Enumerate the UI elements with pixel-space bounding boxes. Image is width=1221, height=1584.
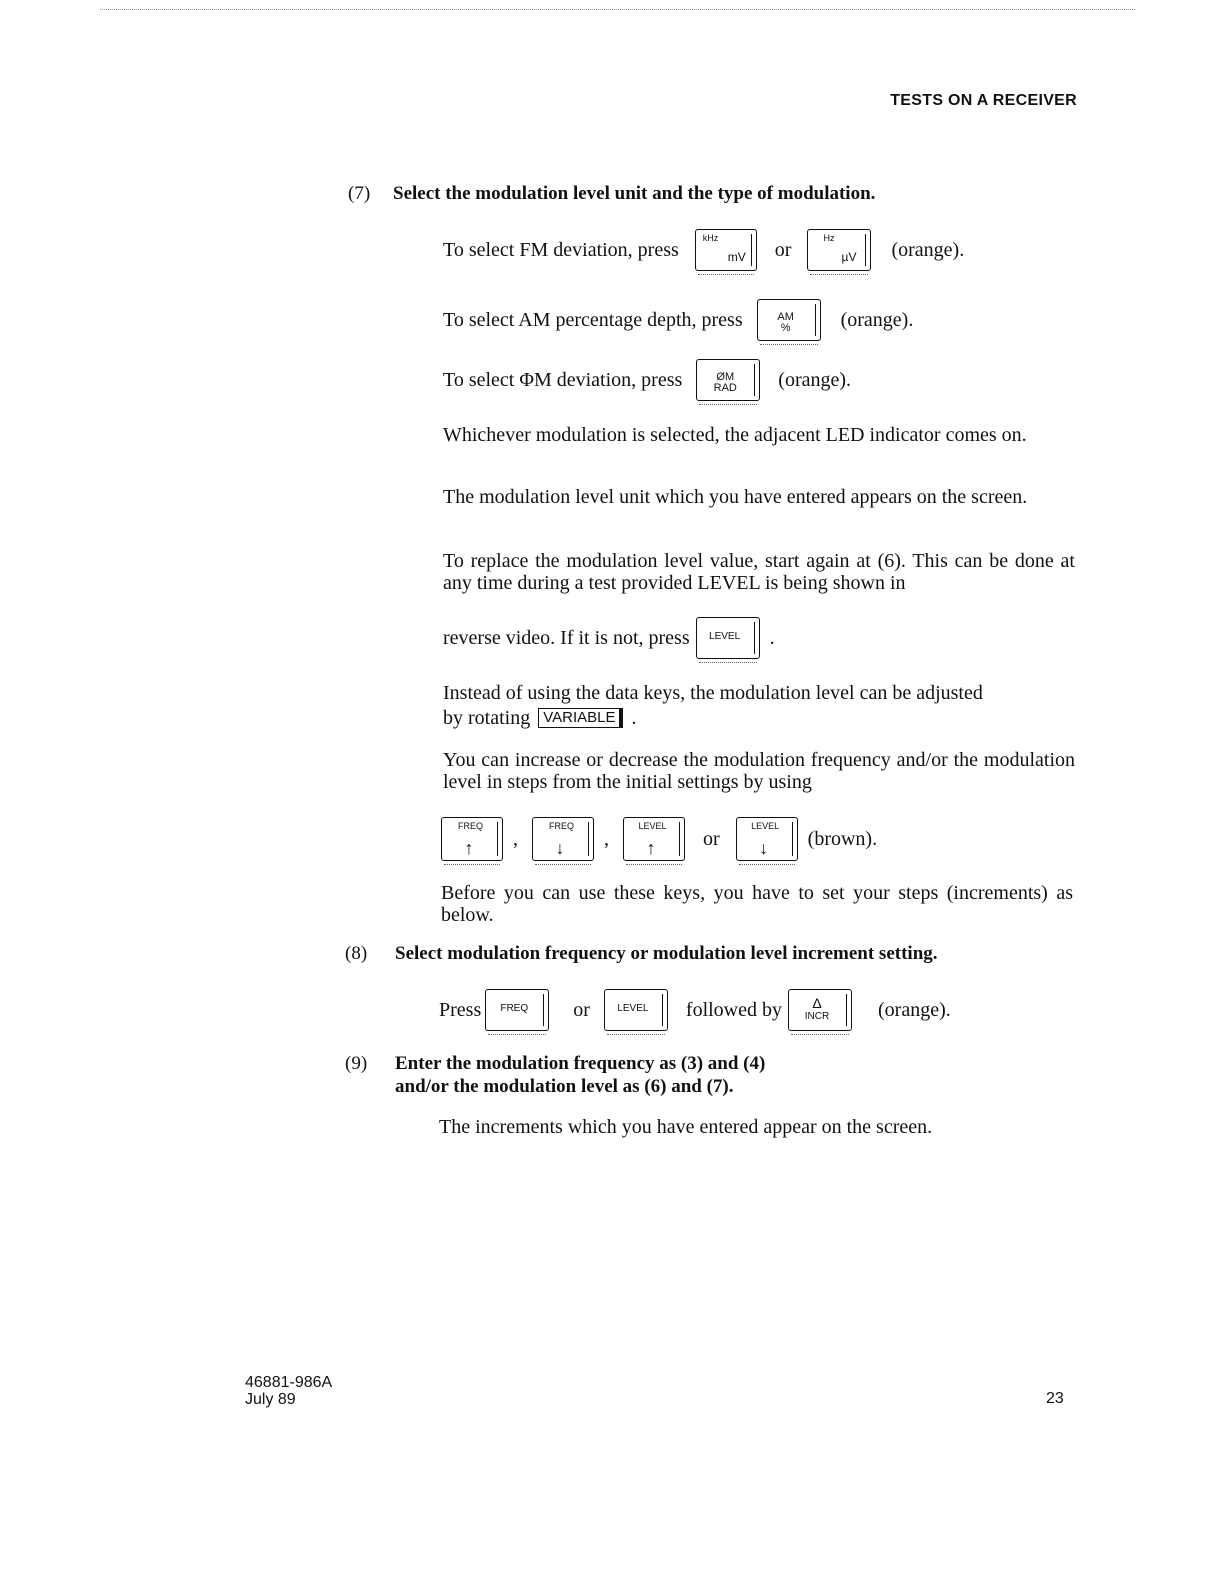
followed-by-text: followed by (685, 998, 782, 1021)
incr-key[interactable] (788, 989, 852, 1031)
arrow-up-icon: ↑ (646, 838, 656, 858)
rotating-line (443, 706, 636, 730)
press-text: Press (439, 998, 482, 1021)
khz-mv-key[interactable] (695, 229, 757, 271)
pm-rad-key[interactable] (696, 359, 760, 401)
reverse-line (443, 616, 775, 660)
fm-text: To select FM deviation, press (443, 238, 679, 261)
increment-or: or (573, 998, 590, 1021)
hz-uv-key[interactable] (807, 229, 871, 271)
top-rule (100, 9, 1135, 10)
pm-key-label (701, 372, 749, 394)
comma-1: , (513, 827, 518, 850)
para-unit: The modulation level unit which you have entered appears on the screen. (443, 486, 1028, 508)
fm-line (443, 228, 964, 272)
step-9-para: The increments which you have entered appear on the screen. (439, 1116, 933, 1138)
step-keys-line (441, 815, 877, 863)
para-instead: Instead of using the data keys, the modulation level can be adjusted (443, 682, 983, 704)
level-key[interactable] (696, 617, 760, 659)
level-up-key[interactable] (623, 817, 685, 861)
doc-number: 46881-986A (245, 1374, 333, 1391)
level-up-key-label: LEVEL (638, 821, 667, 831)
level-down-key-label: LEVEL (751, 821, 780, 831)
page-header: TESTS ON A RECEIVER (890, 92, 1077, 109)
freq-key-label: FREQ (500, 1003, 529, 1014)
am-suffix: (orange). (840, 308, 914, 331)
keys-or: or (703, 827, 720, 850)
step-9-number: (9) (345, 1053, 368, 1074)
footer-doc-info (245, 1374, 332, 1408)
para-before: Before you can use these keys, you have to set your steps (increments) as below. (441, 882, 1073, 926)
freq-key[interactable] (485, 989, 549, 1031)
am-line (443, 298, 913, 342)
step-8-title: Select modulation frequency or modulation level increment setting. (395, 943, 938, 964)
am-key-bottom: % (780, 322, 791, 334)
am-key-label (762, 312, 810, 334)
khz-key-bottom: mV (727, 250, 746, 264)
level-down-key[interactable] (736, 817, 798, 861)
reverse-suffix: . (769, 626, 775, 649)
arrow-down-icon: ↓ (555, 838, 565, 858)
hz-key-top: Hz (823, 233, 835, 243)
pm-suffix: (orange). (778, 368, 852, 391)
freq-up-key[interactable] (441, 817, 503, 861)
rotating-text: by rotating (443, 706, 531, 729)
arrow-down-icon: ↓ (759, 838, 769, 858)
freq-down-key[interactable] (532, 817, 594, 861)
khz-key-top: kHz (702, 233, 719, 243)
step-7-title: Select the modulation level unit and the type of modulation. (393, 183, 876, 204)
para-replace: To replace the modulation level value, start again at (6). This can be done at any time during a test provided LEVEL is being shown in (443, 550, 1075, 594)
step-9-title-line2: and/or the modulation level as (6) and (7). (395, 1076, 734, 1097)
fm-suffix: (orange). (891, 238, 965, 261)
freq-up-key-label: FREQ (457, 821, 483, 831)
freq-down-key-label: FREQ (548, 821, 574, 831)
am-percent-key[interactable] (757, 299, 821, 341)
level-key-2-label: LEVEL (617, 1003, 649, 1014)
para-increase: You can increase or decrease the modulation frequency and/or the modulation level in steps from the initial settings by using (443, 749, 1075, 793)
hz-key-bottom: µV (841, 250, 857, 264)
variable-key[interactable]: VARIABLE (538, 708, 623, 728)
pm-key-bottom: RAD (713, 382, 737, 394)
incr-key-label: INCR (804, 1011, 830, 1022)
delta-icon: Δ (812, 995, 822, 1011)
step-9-title-line1: Enter the modulation frequency as (3) and (4) (395, 1053, 766, 1074)
am-key-top: AM (777, 311, 794, 323)
level-key-label: LEVEL (709, 631, 741, 642)
pm-line (443, 358, 851, 402)
level-key-2[interactable] (604, 989, 668, 1031)
arrow-up-icon: ↑ (464, 838, 474, 858)
step-8-number: (8) (345, 943, 368, 964)
fm-or: or (774, 238, 792, 261)
comma-2: , (604, 827, 609, 850)
reverse-text: reverse video. If it is not, press (443, 626, 690, 649)
keys-suffix: (brown). (807, 827, 878, 850)
pm-text: To select ΦM deviation, press (443, 368, 683, 391)
pm-key-top: ØM (716, 371, 735, 383)
rotating-suffix: . (631, 706, 637, 729)
page-number: 23 (1046, 1390, 1064, 1407)
am-text: To select AM percentage depth, press (443, 308, 743, 331)
increment-suffix: (orange). (878, 998, 951, 1021)
para-led: Whichever modulation is selected, the adjacent LED indicator comes on. (443, 424, 1027, 446)
doc-date: July 89 (245, 1391, 296, 1408)
step-7-number: (7) (348, 183, 371, 204)
increment-line (439, 988, 951, 1032)
